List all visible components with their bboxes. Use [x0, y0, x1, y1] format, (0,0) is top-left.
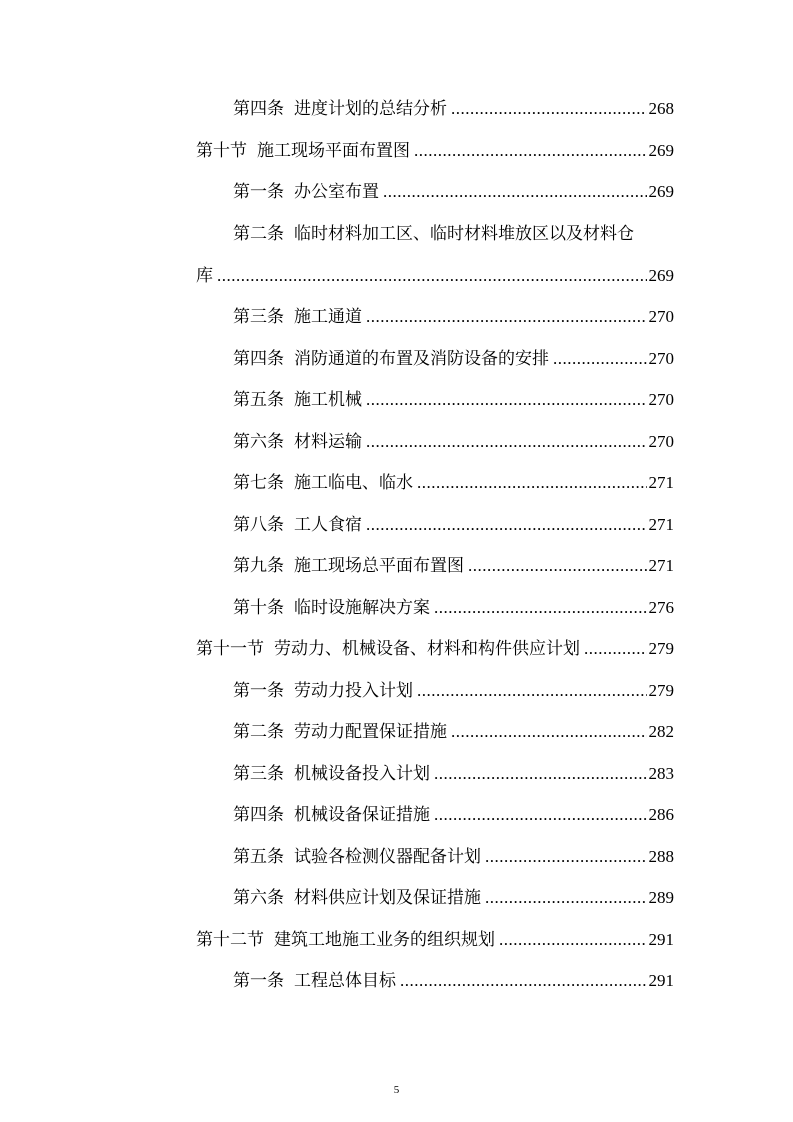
dot-leader	[485, 846, 647, 868]
toc-entry-page: 269	[648, 182, 674, 201]
toc-entry-page: 269	[648, 141, 674, 160]
toc-entry-number: 第四条	[233, 99, 284, 118]
dot-leader	[383, 181, 647, 203]
toc-entry[interactable]	[233, 680, 674, 702]
dot-leader	[414, 140, 647, 162]
toc-entry-number: 第一条	[233, 681, 284, 700]
dot-leader	[468, 555, 647, 577]
toc-entry-title: 工程总体目标	[294, 971, 396, 991]
toc-entry-continuation[interactable]	[196, 265, 674, 287]
toc-entry-title: 施工现场总平面布置图	[294, 556, 464, 576]
toc-entry-page: 279	[648, 639, 674, 658]
toc-section-entry[interactable]	[196, 638, 674, 660]
toc-entry-page: 270	[648, 390, 674, 409]
dot-leader	[434, 597, 647, 619]
dot-leader	[485, 887, 647, 909]
toc-entry-number: 第七条	[233, 473, 284, 492]
toc-entry-page: 271	[648, 515, 674, 534]
toc-entry-number: 第一条	[233, 182, 284, 201]
toc-entry-number: 第五条	[233, 390, 284, 409]
toc-entry[interactable]	[233, 970, 674, 992]
toc-entry-number: 第十条	[233, 598, 284, 617]
toc-entry-page: 289	[648, 888, 674, 907]
toc-entry-page: 270	[648, 307, 674, 326]
toc-entry[interactable]	[233, 472, 674, 494]
dot-leader	[417, 680, 647, 702]
toc-entry-number: 第二条	[233, 224, 284, 243]
toc-entry[interactable]	[233, 514, 674, 536]
dot-leader	[366, 389, 647, 411]
toc-entry-number: 第一条	[233, 971, 284, 990]
toc-entry-page: 270	[648, 349, 674, 368]
dot-leader	[400, 970, 647, 992]
toc-entry-page: 268	[648, 99, 674, 118]
toc-entry-title: 临时材料加工区、临时材料堆放区以及材料仓	[294, 224, 634, 244]
toc-entry-title-continuation: 库	[196, 266, 213, 286]
page-number: 5	[393, 1084, 400, 1096]
toc-entry[interactable]	[233, 597, 674, 619]
toc-entry-title: 材料供应计划及保证措施	[294, 888, 481, 908]
toc-entry-page: 270	[648, 432, 674, 451]
dot-leader	[451, 721, 647, 743]
toc-entry-title: 材料运输	[294, 432, 362, 452]
toc-entry-page: 282	[648, 722, 674, 741]
dot-leader	[553, 348, 647, 370]
toc-entry[interactable]	[233, 348, 674, 370]
toc-entry-number: 第九条	[233, 556, 284, 575]
toc-entry-page: 291	[648, 971, 674, 990]
toc-entry-title: 进度计划的总结分析	[294, 99, 447, 119]
toc-entry-title: 施工通道	[294, 307, 362, 327]
toc-entry-number: 第十节	[196, 141, 247, 160]
dot-leader	[434, 763, 647, 785]
toc-entry[interactable]	[233, 223, 674, 245]
toc-entry-title: 施工现场平面布置图	[257, 141, 410, 161]
dot-leader	[366, 431, 647, 453]
dot-leader	[499, 929, 647, 951]
toc-entry-title: 劳动力投入计划	[294, 681, 413, 701]
toc-entry-title: 施工机械	[294, 390, 362, 410]
toc-entry-number: 第三条	[233, 307, 284, 326]
toc-entry-page: 271	[648, 473, 674, 492]
toc-entry-number: 第四条	[233, 349, 284, 368]
toc-entry[interactable]	[233, 887, 674, 909]
toc-entry-title: 建筑工地施工业务的组织规划	[274, 930, 495, 950]
toc-entry-page: 269	[648, 266, 674, 285]
toc-entry[interactable]	[233, 306, 674, 328]
toc-entry-title: 施工临电、临水	[294, 473, 413, 493]
toc-entry-page: 291	[648, 930, 674, 949]
toc-entry-number: 第十二节	[196, 930, 264, 949]
toc-entry-title: 劳动力、机械设备、材料和构件供应计划	[274, 639, 580, 659]
toc-entry-title: 机械设备投入计划	[294, 764, 430, 784]
toc-entry-page: 283	[648, 764, 674, 783]
toc-entry[interactable]	[233, 431, 674, 453]
toc-entry[interactable]	[233, 389, 674, 411]
toc-entry[interactable]	[233, 181, 674, 203]
toc-entry-title: 机械设备保证措施	[294, 805, 430, 825]
toc-entry-number: 第三条	[233, 764, 284, 783]
toc-entry-title: 工人食宿	[294, 515, 362, 535]
toc-entry[interactable]	[233, 98, 674, 120]
toc-entry-number: 第六条	[233, 888, 284, 907]
toc-section-entry[interactable]	[196, 929, 674, 951]
toc-entry-title: 试验各检测仪器配备计划	[294, 847, 481, 867]
dot-leader	[366, 514, 647, 536]
toc-entry-title: 劳动力配置保证措施	[294, 722, 447, 742]
toc-entry-title: 消防通道的布置及消防设备的安排	[294, 349, 549, 369]
toc-entry[interactable]	[233, 804, 674, 826]
dot-leader	[417, 472, 647, 494]
dot-leader	[366, 306, 647, 328]
toc-entry[interactable]	[233, 555, 674, 577]
dot-leader	[434, 804, 647, 826]
toc-entry[interactable]	[233, 763, 674, 785]
toc-section-entry[interactable]	[196, 140, 674, 162]
toc-entry-page: 271	[648, 556, 674, 575]
toc-entry-title: 办公室布置	[294, 182, 379, 202]
toc-entry-number: 第四条	[233, 805, 284, 824]
toc-entry-number: 第十一节	[196, 639, 264, 658]
toc-entry-page: 279	[648, 681, 674, 700]
toc-entry-page: 276	[648, 598, 674, 617]
toc-entry[interactable]	[233, 846, 674, 868]
toc-entry-page: 286	[648, 805, 674, 824]
dot-leader	[451, 98, 647, 120]
toc-entry[interactable]	[233, 721, 674, 743]
dot-leader	[584, 638, 647, 660]
toc-entry-number: 第二条	[233, 722, 284, 741]
toc-entry-number: 第八条	[233, 515, 284, 534]
toc-entry-number: 第五条	[233, 847, 284, 866]
dot-leader	[217, 265, 647, 287]
toc-entry-title: 临时设施解决方案	[294, 598, 430, 618]
toc-entry-page: 288	[648, 847, 674, 866]
toc-entry-number: 第六条	[233, 432, 284, 451]
